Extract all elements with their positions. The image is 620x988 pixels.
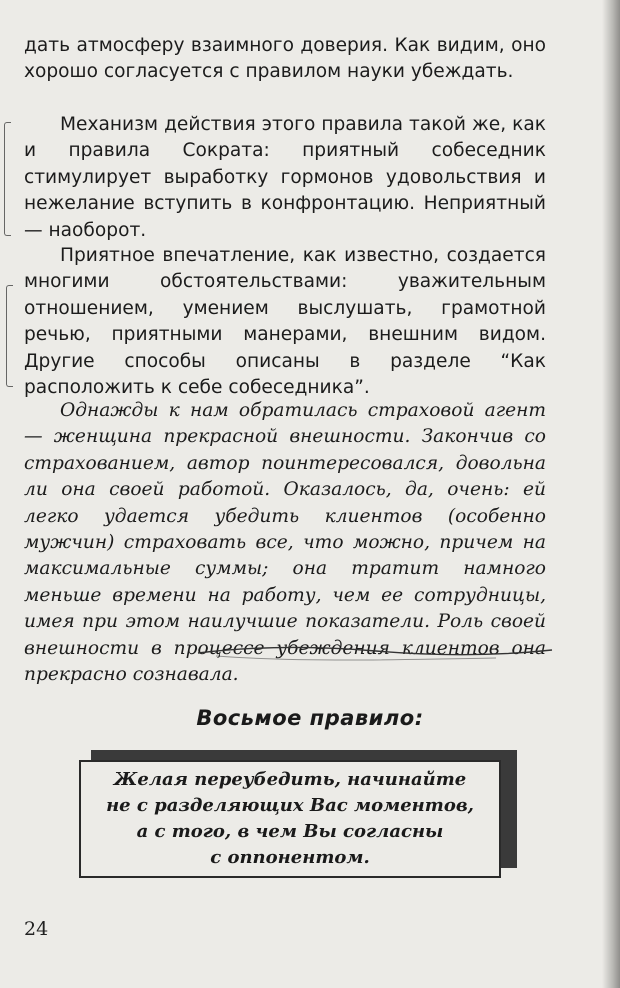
paragraph-intro: дать атмосферу взаимного доверия. Как видим, оно хорошо согласуется с правилом науки убеждать. [24, 35, 546, 83]
rule-heading: Восьмое правило: [196, 706, 424, 730]
margin-pencil-mark [6, 285, 13, 387]
rule-text: Желая переубедить, начинайте не с разделяющих Вас моментов, а с того, в чем Вы согласны с оппонентом. [106, 769, 474, 868]
pencil-underline [196, 640, 556, 666]
paragraph-example: Однажды к нам обратилась страховой агент — женщина прекрасной внешности. Закончив со страхованием, автор поинтересовался, довольна ли она своей работой. Оказалось, да, очень: ей легко удается убедить клиентов (особенно мужчин) страховать все, что можно, причем на максимальные суммы; она тратит намного меньше времени на работу, чем ее сотрудницы, имея при этом наилучшие показатели. Роль своей внешности в процессе убеждения клиентов она прекрасно сознавала. [24, 400, 546, 686]
page-number: 24 [24, 918, 49, 940]
paragraph-mechanism: Механизм действия этого правила такой же, как и правила Сократа: приятный собеседник стимулирует выработку гормонов удовольствия и нежелание вступить в конфронтацию. Неприятный — наоборот. [24, 114, 546, 241]
paragraph-impression: Приятное впечатление, как известно, создается многими обстоятельствами: уважительным отношением, умением выслушать, грамотной речью, приятными манерами, внешним видом. Другие способы описаны в разделе “Как расположить к себе собеседника”. [24, 245, 546, 399]
page-edge-shadow [602, 0, 620, 988]
margin-pencil-mark [4, 122, 11, 236]
rule-box [79, 760, 501, 878]
